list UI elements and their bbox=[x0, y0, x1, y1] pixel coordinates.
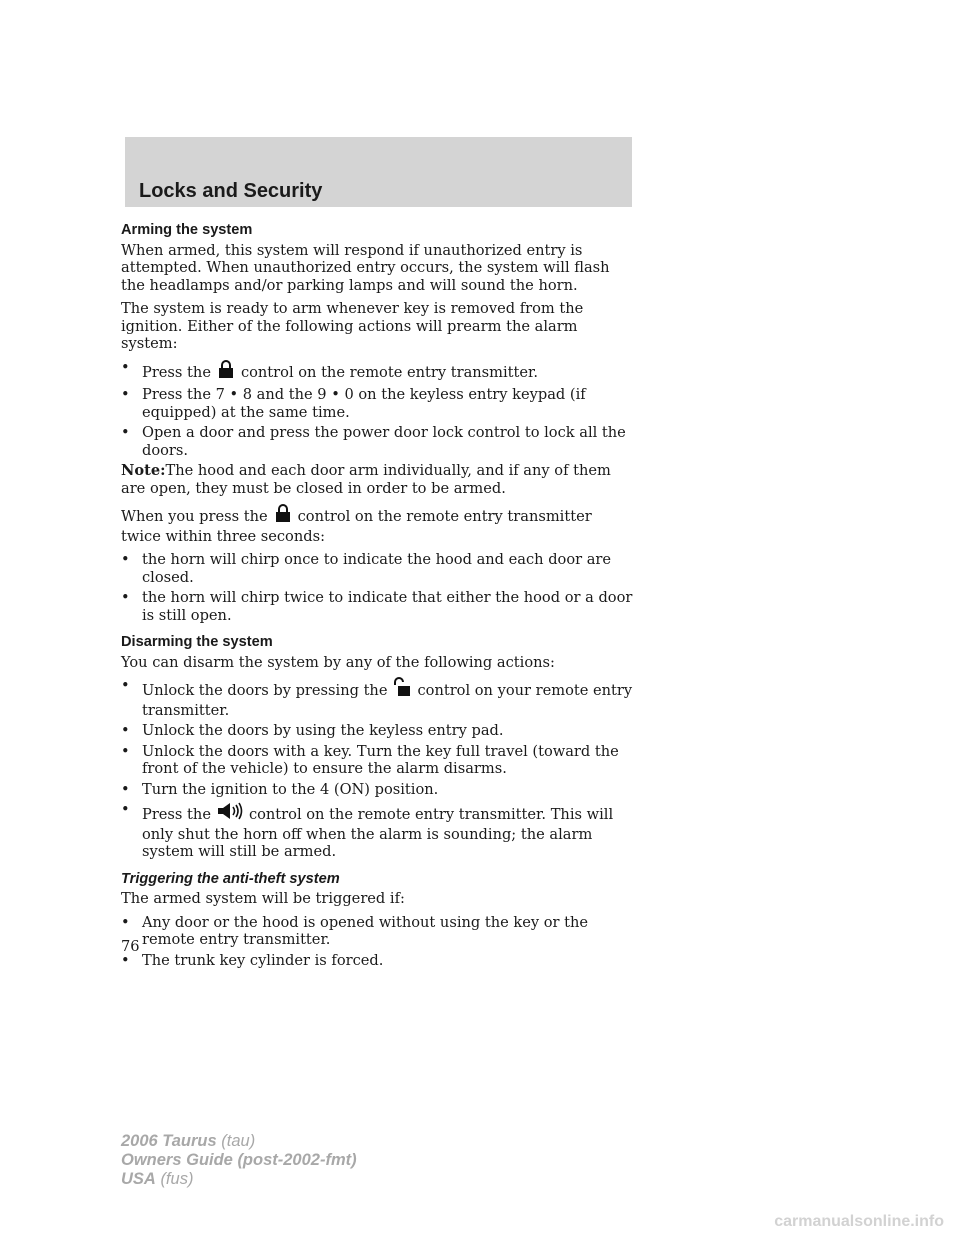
chirp-list bbox=[121, 551, 633, 624]
list-item-text: the horn will chirp once to indicate the hood and each door are closed. bbox=[142, 551, 612, 586]
footer-line-3 bbox=[121, 1170, 357, 1189]
list-item bbox=[121, 589, 633, 624]
list-item-text: The trunk key cylinder is forced. bbox=[142, 951, 384, 969]
bullet: • bbox=[121, 722, 130, 739]
arming-heading: Arming the system bbox=[121, 222, 253, 238]
unlock-icon bbox=[391, 677, 413, 702]
triggering-heading: Triggering the anti-theft system bbox=[121, 870, 340, 887]
list-item-text: Press the bbox=[142, 806, 211, 823]
list-item-text: Any door or the hood is opened without using the key or the remote entry transmitter. bbox=[142, 913, 589, 948]
list-item-text: Press the bbox=[142, 363, 211, 381]
bullet: • bbox=[121, 386, 130, 403]
paragraph-text: control on the remote entry transmitter twice within three seconds: bbox=[121, 508, 592, 545]
list-item-text: control on the remote entry transmitter. This will only shut the horn off when the alarm is sounding; the alarm system will still be armed. bbox=[142, 806, 614, 860]
document-footer bbox=[121, 1132, 357, 1189]
page-number: 76 bbox=[121, 938, 140, 955]
list-item-text: Unlock the doors by pressing the bbox=[142, 682, 388, 699]
bullet: • bbox=[121, 677, 130, 694]
panic-horn-icon bbox=[215, 801, 245, 826]
list-item bbox=[121, 743, 633, 778]
list-item bbox=[121, 551, 633, 586]
lock-icon bbox=[272, 503, 294, 528]
trigger-list bbox=[121, 914, 633, 970]
list-item-text: Unlock the doors with a key. Turn the key full travel (toward the front of the vehicle) to ensure the alarm disarms. bbox=[142, 742, 619, 777]
footer-model-code: (tau) bbox=[221, 1132, 256, 1150]
note-paragraph bbox=[121, 462, 633, 497]
arming-paragraph-2: The system is ready to arm whenever key is removed from the ignition. Either of the following actions will prearm the alarm system: bbox=[121, 300, 584, 352]
bullet: • bbox=[121, 913, 130, 931]
note-label: Note: bbox=[121, 462, 166, 479]
footer-line-1 bbox=[121, 1132, 357, 1151]
footer-model: 2006 Taurus bbox=[121, 1132, 217, 1150]
bullet: • bbox=[121, 951, 130, 969]
disarming-paragraph-1: You can disarm the system by any of the following actions: bbox=[121, 653, 555, 671]
list-item bbox=[121, 952, 633, 970]
list-item bbox=[121, 781, 633, 799]
list-item bbox=[121, 677, 633, 719]
note-text: The hood and each door arm individually, and if any of them are open, they must be closed in order to be armed. bbox=[121, 462, 611, 497]
list-item bbox=[121, 386, 633, 421]
list-item-text: Open a door and press the power door lock control to lock all the doors. bbox=[142, 424, 626, 459]
disarming-heading: Disarming the system bbox=[121, 634, 273, 650]
list-item-text: the horn will chirp twice to indicate that either the hood or a door is still open. bbox=[142, 589, 633, 624]
list-item-text: control on your remote entry transmitter. bbox=[142, 682, 633, 719]
list-item bbox=[121, 424, 633, 459]
list-item bbox=[121, 801, 633, 861]
footer-line-2: Owners Guide (post-2002-fmt) bbox=[121, 1151, 357, 1169]
bullet: • bbox=[121, 358, 130, 376]
paragraph-text: When you press the bbox=[121, 508, 268, 525]
bullet: • bbox=[121, 589, 130, 606]
disarm-list bbox=[121, 677, 633, 861]
triggering-paragraph-1: The armed system will be triggered if: bbox=[121, 890, 405, 907]
footer-market-code: (fus) bbox=[160, 1170, 194, 1188]
footer-market: USA bbox=[121, 1170, 156, 1188]
bullet: • bbox=[121, 742, 130, 760]
watermark: carmanualsonline.info bbox=[774, 1213, 944, 1230]
section-header-band bbox=[125, 137, 632, 207]
bullet: • bbox=[121, 424, 130, 441]
list-item-text: Press the 7 • 8 and the 9 • 0 on the keyless entry keypad (if equipped) at the same time. bbox=[142, 386, 586, 421]
bullet: • bbox=[121, 780, 130, 798]
list-item bbox=[121, 722, 633, 740]
page-content bbox=[121, 222, 633, 972]
section-title: Locks and Security bbox=[139, 180, 323, 202]
list-item-text: Turn the ignition to the 4 (ON) position. bbox=[142, 780, 439, 798]
arming-paragraph-1: When armed, this system will respond if unauthorized entry is attempted. When unauthorized entry occurs, the system will flash the headlamps and/or parking lamps and will sound the horn. bbox=[121, 241, 610, 294]
prearm-list bbox=[121, 359, 633, 460]
arming-paragraph-3 bbox=[121, 503, 633, 545]
list-item-text: Unlock the doors by using the keyless entry pad. bbox=[142, 722, 504, 739]
list-item bbox=[121, 359, 633, 384]
list-item bbox=[121, 914, 633, 949]
bullet: • bbox=[121, 801, 130, 818]
lock-icon bbox=[215, 359, 237, 384]
list-item-text: control on the remote entry transmitter. bbox=[240, 363, 539, 381]
bullet: • bbox=[121, 551, 130, 568]
